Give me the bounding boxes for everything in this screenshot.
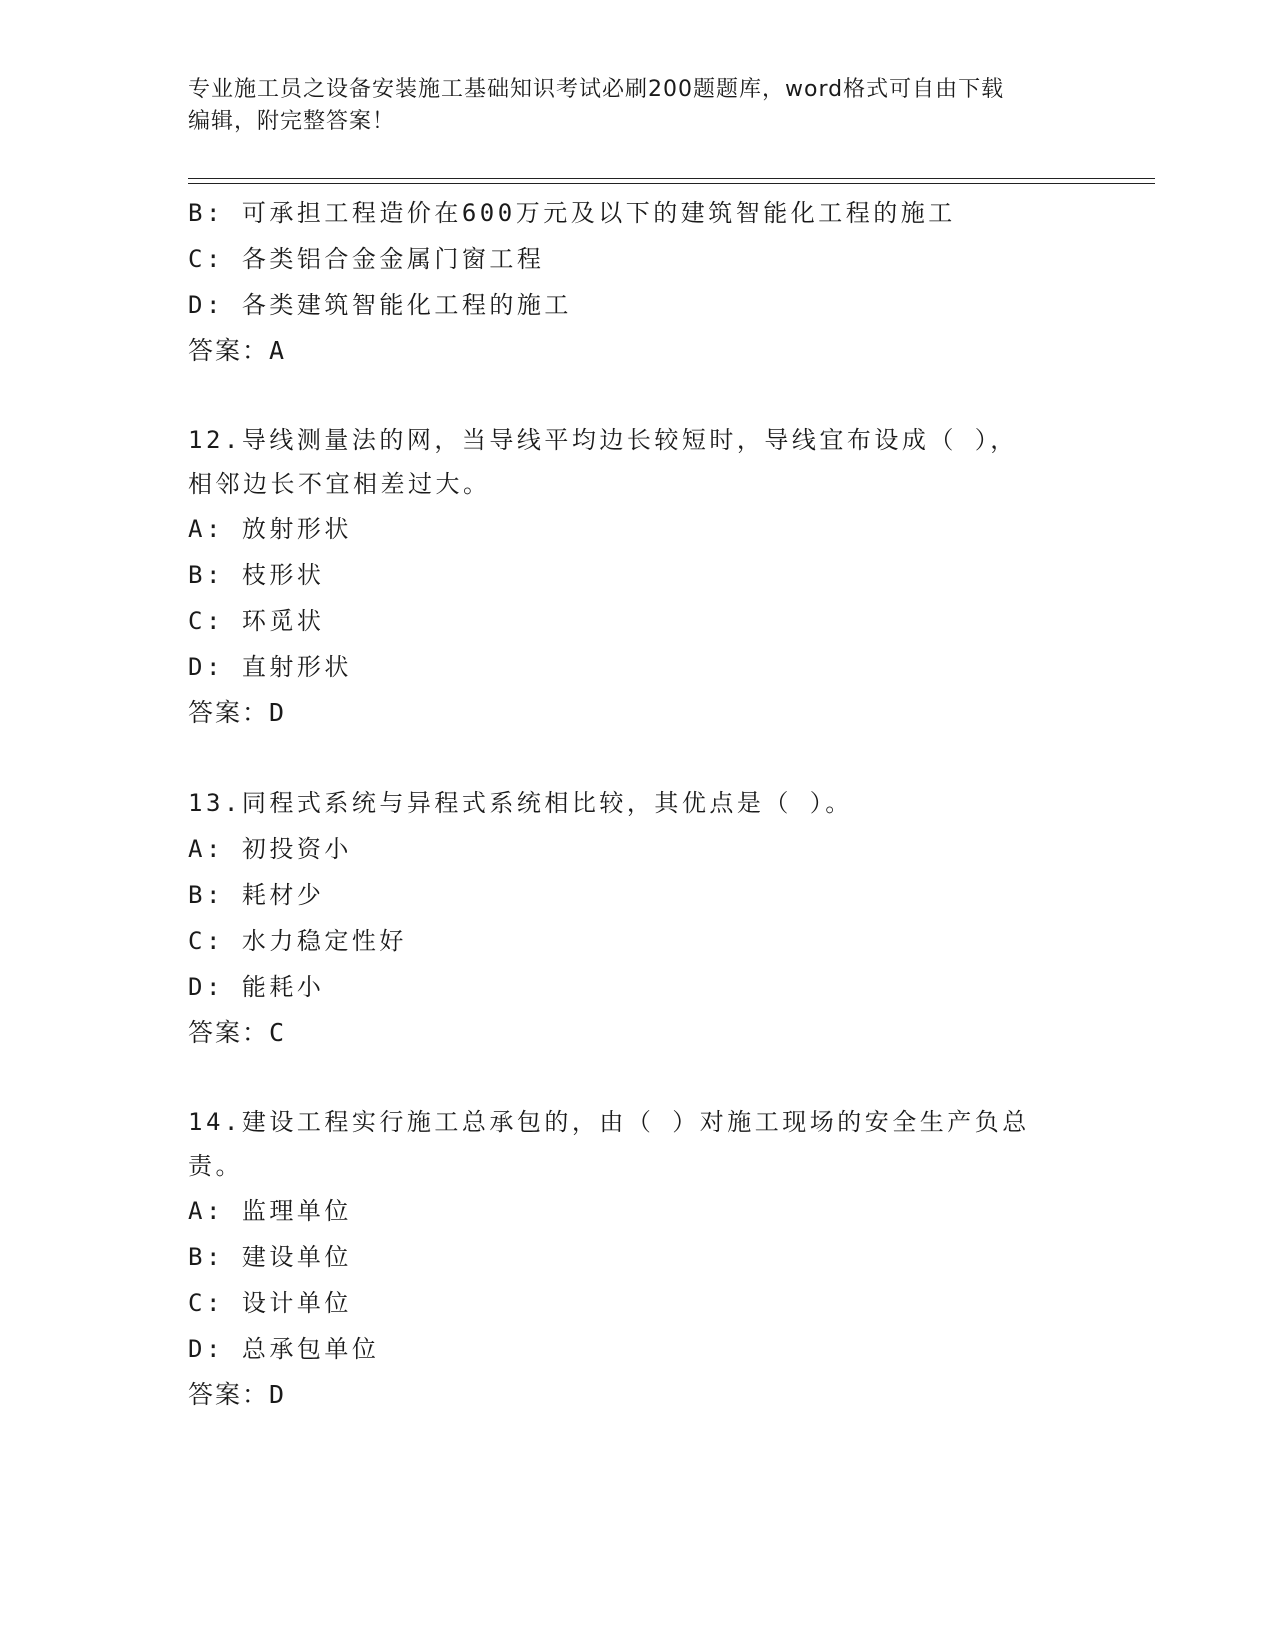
- option-b: B: 枝形状: [188, 561, 325, 589]
- option-a: A: 放射形状: [188, 515, 352, 543]
- header-divider-bottom: [188, 183, 1155, 184]
- question-list: [188, 190, 1155, 1418]
- answer-label: 答案：: [188, 698, 270, 727]
- option-c: C: 水力稳定性好: [188, 927, 407, 955]
- option-b: B: 建设单位: [188, 1243, 352, 1271]
- option-b: B: 可承担工程造价在600万元及以下的建筑智能化工程的施工: [188, 199, 956, 227]
- question-14: [188, 1100, 1155, 1418]
- question-stem: [188, 1100, 1155, 1188]
- question-stem-line-2: 相邻边长不宜相差过大。: [188, 470, 491, 498]
- spacer: [188, 1056, 1155, 1100]
- question-stem-line-2: 责。: [188, 1152, 243, 1180]
- question-stem-line-1: 14.建设工程实行施工总承包的，由（ ）对施工现场的安全生产负总: [188, 1108, 1030, 1136]
- answer-line: [188, 328, 1155, 374]
- answer-value: D: [269, 1380, 287, 1409]
- option-a: A: 初投资小: [188, 835, 352, 863]
- question-12: [188, 418, 1155, 736]
- option-c: C: 环觅状: [188, 607, 325, 635]
- header-divider-top: [188, 178, 1155, 179]
- option-d: D: 各类建筑智能化工程的施工: [188, 291, 572, 319]
- option-b: B: 耗材少: [188, 881, 325, 909]
- question-11-tail: [188, 190, 1155, 374]
- option-c: C: 设计单位: [188, 1289, 352, 1317]
- option-d: D: 能耗小: [188, 973, 325, 1001]
- header-title-line-2: 编辑，附完整答案！: [188, 109, 396, 134]
- spacer: [188, 736, 1155, 780]
- answer-line: [188, 1010, 1155, 1056]
- option-d: D: 总承包单位: [188, 1335, 380, 1363]
- question-stem-line-1: 13.同程式系统与异程式系统相比较，其优点是（ ）。: [188, 789, 853, 817]
- question-stem-line-1: 12.导线测量法的网，当导线平均边长较短时，导线宜布设成（ ），: [188, 426, 1018, 454]
- answer-label: 答案：: [188, 1380, 270, 1409]
- answer-value: C: [269, 1018, 287, 1047]
- answer-line: [188, 1372, 1155, 1418]
- option-d: D: 直射形状: [188, 653, 352, 681]
- document-header: [188, 74, 1088, 138]
- question-13: [188, 780, 1155, 1056]
- spacer: [188, 374, 1155, 418]
- answer-label: 答案：: [188, 1018, 270, 1047]
- header-title-line-1: 专业施工员之设备安装施工基础知识考试必刷200题题库，word格式可自由下载: [188, 77, 1005, 102]
- question-stem: [188, 418, 1155, 506]
- option-a: A: 监理单位: [188, 1197, 352, 1225]
- document-page: [188, 0, 1163, 1650]
- answer-value: A: [269, 336, 287, 365]
- answer-value: D: [269, 698, 287, 727]
- answer-line: [188, 690, 1155, 736]
- answer-label: 答案：: [188, 336, 270, 365]
- option-c: C: 各类铝合金金属门窗工程: [188, 245, 545, 273]
